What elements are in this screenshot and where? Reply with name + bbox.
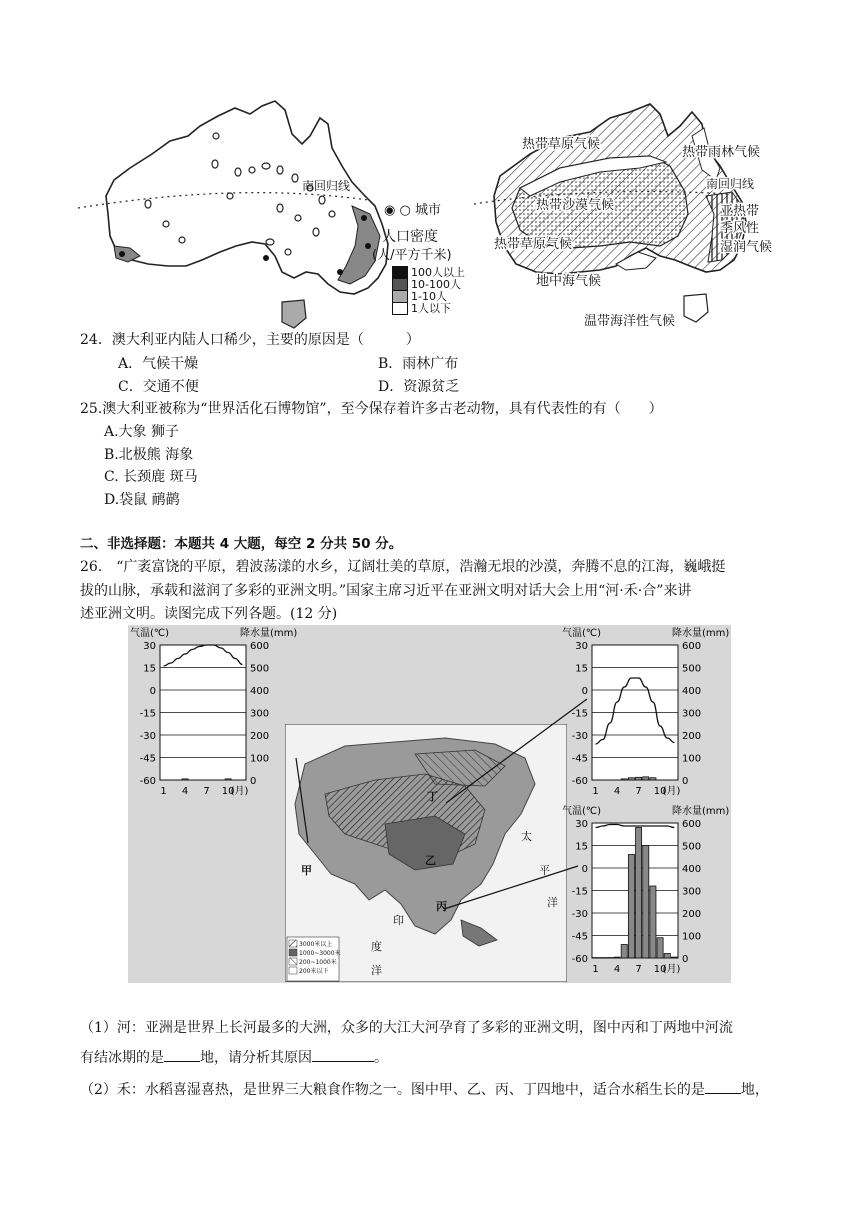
label-subtropical-1: 亚热带	[720, 204, 760, 219]
climate-chart-ding	[560, 625, 740, 803]
month-tick-label: 1	[592, 786, 599, 797]
label-savanna-north: 热带草原气候	[522, 137, 601, 152]
label-desert: 热带沙漠气候	[536, 198, 615, 213]
temp-tick-label: 0	[581, 686, 588, 697]
answer-blank-3[interactable]	[705, 1079, 741, 1094]
month-unit-label: (月)	[662, 786, 681, 797]
q25-option-d[interactable]: D.袋鼠 鸸鹋	[104, 492, 180, 508]
month-tick-label: 1	[592, 964, 599, 975]
precip-axis-label: 降水量(mm)	[672, 806, 730, 817]
q26-sub1-text-b: 地，请分析其原因	[200, 1050, 312, 1066]
temp-tick-label: -45	[571, 753, 588, 765]
precip-bar	[671, 957, 677, 958]
q26-intro-line-1: 26. “广袤富饶的平原，碧波荡漾的水乡，辽阔壮美的草原，浩瀚无垠的沙漠，奔腾不息的江海，巍峨挺	[80, 559, 726, 575]
label-subtropical-2: 季风性	[720, 221, 760, 236]
density-legend: 100人以上 10-100人 1-10人 1人以下	[392, 266, 465, 314]
precip-bar	[650, 886, 656, 958]
month-tick-label: 4	[181, 786, 189, 797]
precip-tick-label: 100	[250, 753, 270, 765]
precip-tick-label: 200	[682, 909, 702, 920]
precip-tick-label: 600	[250, 641, 270, 652]
legend-swatch-white	[392, 302, 408, 315]
temp-tick-label: -30	[571, 731, 588, 742]
q25-option-b[interactable]: B.北极熊 海象	[104, 447, 194, 463]
map-legend-label-4: 200米以下	[299, 968, 329, 975]
q25-option-c[interactable]: C. 长颈鹿 斑马	[104, 469, 198, 485]
precip-tick-label: 400	[250, 686, 270, 697]
month-tick-label: 7	[635, 964, 642, 975]
ocean-du: 度	[371, 940, 382, 953]
label-oceanic: 温带海洋性气候	[584, 314, 676, 329]
precip-tick-label: 300	[250, 708, 270, 720]
precip-tick-label: 400	[682, 864, 702, 875]
temp-tick-label: -60	[139, 776, 156, 787]
q26-sub2-line-1	[80, 1079, 769, 1102]
q26-sub2-text-a: （2）禾：水稻喜湿喜热，是世界三大粮食作物之一。图中甲、乙、丙、丁四地中，适合水稻生长的是	[80, 1082, 705, 1098]
label-savanna-south: 热带草原气候	[494, 237, 573, 252]
temp-tick-label: 0	[149, 686, 156, 697]
climate-chart-jia	[128, 625, 308, 803]
precip-bar	[621, 945, 627, 959]
map-legend-label-2: 1000~3000米	[299, 950, 341, 957]
q26-intro-line-3: 述亚洲文明。读图完成下列各题。(12 分)	[80, 606, 338, 622]
precip-bar	[636, 777, 642, 780]
climate-chart-bing	[560, 803, 740, 981]
ocean-ping: 平	[539, 864, 550, 877]
q26-sub1-text-c: 。	[374, 1050, 388, 1066]
ocean-tai: 太	[521, 830, 532, 843]
month-tick-label: 1	[160, 786, 167, 797]
temp-tick-label: -60	[571, 776, 588, 787]
month-tick-label: 10	[221, 786, 235, 797]
map-legend-label-1: 3000米以上	[299, 941, 333, 948]
precip-tick-label: 500	[250, 663, 270, 675]
month-tick-label: 10	[653, 964, 667, 975]
precip-tick-label: 600	[682, 641, 702, 652]
place-bing: 丙	[436, 900, 447, 913]
q24-option-b[interactable]: B．雨林广布	[378, 356, 459, 372]
month-unit-label: (月)	[662, 964, 681, 975]
q24-stem: 24．澳大利亚内陆人口稀少，主要的原因是（ ）	[80, 332, 420, 348]
precip-tick-label: 0	[682, 776, 689, 787]
precip-axis-label: 降水量(mm)	[672, 628, 730, 639]
temp-tick-label: -15	[571, 886, 588, 898]
temp-tick-label: 30	[575, 819, 588, 830]
precip-bar	[628, 778, 634, 780]
precip-bar	[664, 954, 670, 959]
tasmania	[282, 300, 306, 328]
density-legend-unit: (人/平方千米)	[372, 248, 452, 263]
temp-tick-label: -60	[571, 954, 588, 965]
ocean-yang-pacific: 洋	[547, 896, 558, 909]
temp-tick-label: -15	[571, 708, 588, 720]
temp-tick-label: 30	[143, 641, 156, 652]
precip-bar	[182, 779, 188, 780]
month-tick-label: 10	[653, 786, 667, 797]
temp-tick-label: 15	[575, 663, 588, 675]
map-legend-label-3: 200~1000米	[299, 959, 337, 966]
q25-option-a[interactable]: A.大象 狮子	[104, 424, 180, 440]
label-mediterranean: 地中海气候	[536, 274, 602, 289]
ocean-yin: 印	[393, 914, 404, 927]
density-legend-title: 人口密度	[382, 229, 438, 245]
temp-axis-label: 气温(℃)	[562, 806, 602, 817]
precip-bar	[225, 779, 231, 780]
q26-sub1-line-2	[80, 1047, 388, 1070]
precip-tick-label: 200	[250, 731, 270, 742]
place-ding: 丁	[427, 790, 438, 803]
precip-tick-label: 300	[682, 708, 702, 720]
australia-outline	[106, 101, 388, 294]
precip-tick-label: 200	[682, 731, 702, 742]
section-2-heading: 二、非选择题：本题共 4 大题，每空 2 分共 50 分。	[80, 536, 403, 552]
temp-axis-label: 气温(℃)	[130, 628, 170, 639]
temp-tick-label: -30	[139, 731, 156, 742]
climate-tasmania	[684, 294, 708, 322]
q26-sub1-text-a: 有结冰期的是	[80, 1050, 164, 1066]
precip-bar	[621, 779, 627, 780]
temp-tick-label: -30	[571, 909, 588, 920]
precip-tick-label: 0	[250, 776, 257, 787]
answer-blank-1[interactable]	[164, 1047, 200, 1062]
q25-stem: 25.澳大利亚被称为“世界活化石博物馆”，至今保存着许多古老动物，具有代表性的有（ ）	[80, 401, 663, 417]
temp-tick-label: 0	[581, 864, 588, 875]
q24-option-d[interactable]: D．资源贫乏	[378, 379, 460, 395]
temp-tick-label: 30	[575, 641, 588, 652]
precip-bar	[614, 957, 620, 958]
q26-sub1-line-1: （1）河：亚洲是世界上长河最多的大洲，众多的大江大河孕育了多彩的亚洲文明，图中丙和丁两地中河流	[80, 1020, 733, 1036]
temp-tick-label: 15	[575, 841, 588, 853]
precip-bar	[628, 855, 634, 959]
precip-tick-label: 600	[682, 819, 702, 830]
temp-tick-label: 15	[143, 663, 156, 675]
precip-tick-label: 100	[682, 753, 702, 765]
ocean-yang-indian: 洋	[371, 964, 382, 977]
answer-blank-2[interactable]	[312, 1047, 374, 1062]
australia-climate-map	[470, 96, 790, 336]
temp-tick-label: -45	[571, 931, 588, 943]
month-tick-label: 4	[613, 786, 621, 797]
precip-tick-label: 500	[682, 841, 702, 853]
q24-option-a[interactable]: A．气候干燥	[118, 356, 199, 372]
precip-bar	[650, 778, 656, 780]
label-subtropical-3: 湿润气候	[720, 240, 773, 255]
temp-axis-label: 气温(℃)	[562, 628, 602, 639]
precip-tick-label: 500	[682, 663, 702, 675]
month-tick-label: 7	[635, 786, 642, 797]
precip-bar	[636, 828, 642, 959]
q26-intro-line-2: 拔的山脉，承载和滋润了多彩的亚洲文明。”国家主席习近平在亚洲文明对话大会上用“河·禾·合”来讲	[80, 583, 692, 599]
precip-tick-label: 0	[682, 954, 689, 965]
precip-bar	[643, 777, 649, 780]
precip-bar	[643, 846, 649, 959]
precip-tick-label: 300	[682, 886, 702, 898]
city-legend: ◉ ○ 城市	[384, 203, 441, 218]
month-tick-label: 7	[203, 786, 210, 797]
month-unit-label: (月)	[230, 786, 249, 797]
precip-axis-label: 降水量(mm)	[240, 628, 298, 639]
temp-tick-label: -45	[139, 753, 156, 765]
tropic-label-left: 南回归线	[302, 179, 351, 193]
precip-bar	[657, 938, 663, 958]
place-yi: 乙	[425, 854, 436, 867]
month-tick-label: 4	[613, 964, 621, 975]
label-rainforest: 热带雨林气候	[682, 145, 761, 160]
leader-line-bing	[444, 866, 578, 909]
q24-option-c[interactable]: C．交通不便	[118, 379, 199, 395]
temp-tick-label: -15	[139, 708, 156, 720]
precip-tick-label: 400	[682, 686, 702, 697]
precip-tick-label: 100	[682, 931, 702, 943]
label-tropic-right: 南回归线	[706, 177, 755, 191]
q26-sub2-text-b: 地，	[740, 1082, 769, 1098]
place-jia: 甲	[301, 864, 312, 877]
